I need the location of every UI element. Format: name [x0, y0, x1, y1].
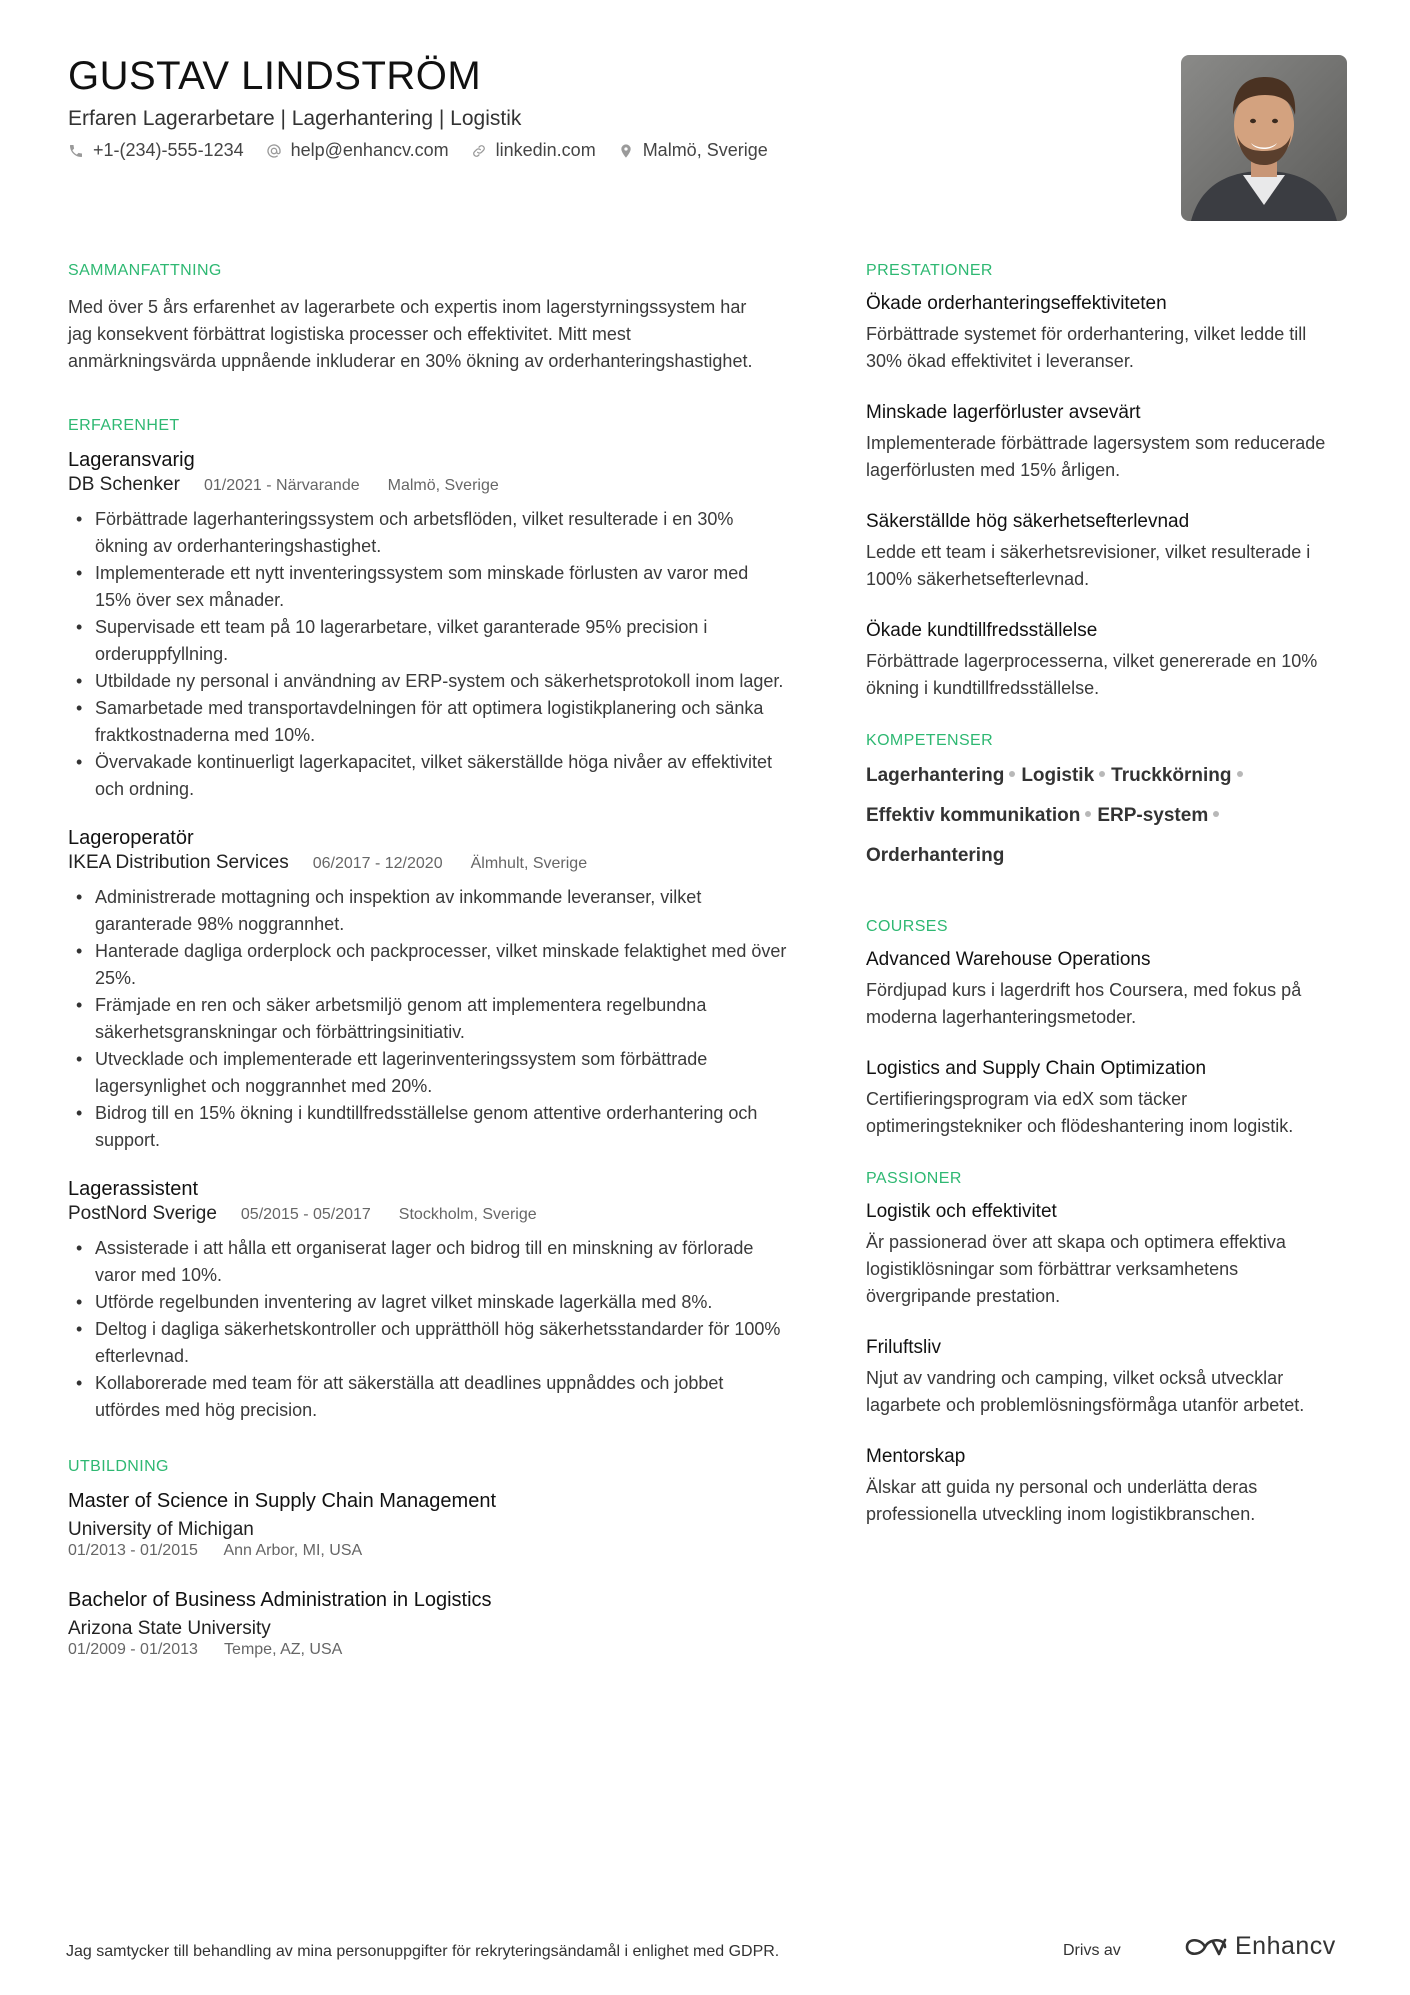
job-entry [68, 825, 788, 1154]
achievement-title: Ökade orderhanteringseffektiviteten [866, 293, 1167, 314]
edu-degree: Bachelor of Business Administration in Logistics [68, 1589, 492, 1611]
at-icon [266, 143, 282, 159]
achievement-desc: Implementerade förbättrade lagersystem som reducerade lagerförlusten med 15% årligen. [866, 433, 1326, 480]
section-title-experience: ERFARENHET [68, 417, 180, 434]
edu-dates: 01/2009 - 01/2013 [68, 1641, 198, 1658]
job-entry [68, 447, 788, 803]
passion-title: Logistik och effektivitet [866, 1201, 1057, 1222]
skill-tag: Orderhantering [866, 845, 1005, 866]
section-title-courses: COURSES [866, 918, 948, 935]
course-title: Logistics and Supply Chain Optimization [866, 1058, 1207, 1079]
job-title: Lageroperatör [68, 827, 194, 849]
job-location: Stockholm, Sverige [398, 1206, 537, 1223]
bullet-item: • Supervisade ett team på 10 lagerarbetare, vilket garanterade 95% precision i orderuppfyllning. [68, 614, 788, 668]
bullet-item: • Administrerade mottagning och inspektion av inkommande leveranser, vilket garanterade 98% noggrannhet. [68, 884, 788, 938]
skill-separator-dot [1213, 811, 1219, 817]
edu-degree: Master of Science in Supply Chain Management [68, 1490, 497, 1512]
summary-section [68, 262, 788, 375]
achievement-item [866, 508, 1346, 593]
skill-tag: Effektiv kommunikation [866, 805, 1081, 826]
skill-separator-dot [1085, 811, 1091, 817]
achievement-item [866, 399, 1346, 484]
edu-dates: 01/2013 - 01/2015 [68, 1542, 198, 1559]
courses-section [866, 918, 1346, 1140]
bullet-item: • Utvecklade och implementerade ett lagerinventeringssystem som förbättrade lagersynlighet och noggrannhet med 20%. [68, 1046, 788, 1100]
skill-separator-dot [1009, 771, 1015, 777]
job-bullets [68, 884, 788, 1154]
bullet-item: • Hanterade dagliga orderplock och packprocesser, vilket minskade felaktighet med över 25%. [68, 938, 788, 992]
passion-item [866, 1198, 1346, 1310]
skills-list [866, 756, 1346, 876]
course-item [866, 946, 1346, 1031]
profile-photo [1181, 55, 1347, 221]
achievement-desc: Ledde ett team i säkerhetsrevisioner, vilket resulterade i 100% säkerhetsefterlevnad. [866, 542, 1311, 589]
job-location: Älmhult, Sverige [470, 855, 588, 872]
course-title: Advanced Warehouse Operations [866, 949, 1151, 970]
phone-text: +1-(234)-555-1234 [93, 140, 244, 160]
skill-tag: ERP-system [1097, 805, 1209, 826]
achievement-item [866, 617, 1346, 702]
edu-meta [68, 1541, 788, 1561]
left-column [68, 262, 788, 1684]
job-dates: 05/2015 - 05/2017 [240, 1206, 371, 1223]
passion-title: Friluftsliv [866, 1337, 941, 1358]
achievement-item [866, 290, 1346, 375]
job-entry [68, 1176, 788, 1424]
achievements-section [866, 262, 1346, 702]
phone-icon [68, 143, 84, 159]
job-meta [68, 473, 788, 498]
contact-phone [68, 140, 244, 161]
section-title-skills: KOMPETENSER [866, 732, 994, 749]
job-title: Lageransvarig [68, 449, 195, 471]
skill-separator-dot [1237, 771, 1243, 777]
link-icon [471, 143, 487, 159]
location-text: Malmö, Sverige [642, 140, 768, 160]
skills-section [866, 732, 1346, 876]
bullet-item: • Utförde regelbunden inventering av lagret vilket minskade lagerkälla med 8%. [68, 1289, 788, 1316]
contact-linkedin[interactable] [471, 140, 596, 161]
summary-text: Med över 5 års erfarenhet av lagerarbete och expertis inom lagerstyrningssystem har jag konsekvent förbättrat logistiska processer och effektivitet. Mitt mest anmärkningsvärda uppnående inkluderar en 30% ökning av orderhanteringshastighet. [68, 297, 753, 371]
powered-by-text: Drivs av [1063, 1942, 1121, 1959]
education-entry [68, 1585, 788, 1660]
skill-separator-dot [1099, 771, 1105, 777]
edu-location: Ann Arbor, MI, USA [223, 1542, 363, 1559]
job-location: Malmö, Sverige [387, 477, 499, 494]
bullet-item: • Deltog i dagliga säkerhetskontroller och upprätthöll hög säkerhetsstandarder för 100% efterlevnad. [68, 1316, 788, 1370]
section-title-education: UTBILDNING [68, 1458, 169, 1475]
passion-item [866, 1334, 1346, 1419]
achievement-title: Säkerställde hög säkerhetsefterlevnad [866, 511, 1190, 532]
passions-section [866, 1170, 1346, 1528]
candidate-headline: Erfaren Lagerarbetare | Lagerhantering | Logistik [68, 107, 522, 130]
skill-tag: Logistik [1021, 765, 1095, 786]
skill-tag: Lagerhantering [866, 765, 1005, 786]
job-meta [68, 851, 788, 876]
candidate-name: GUSTAV LINDSTRÖM [68, 54, 482, 98]
skill-tag: Truckkörning [1111, 765, 1232, 786]
job-company: PostNord Sverige [68, 1203, 217, 1224]
section-title-passions: PASSIONER [866, 1170, 962, 1187]
achievement-desc: Förbättrade lagerprocesserna, vilket genererade en 10% ökning i kundtillfredsställelse. [866, 651, 1318, 698]
edu-location: Tempe, AZ, USA [224, 1641, 343, 1658]
achievement-title: Minskade lagerförluster avsevärt [866, 402, 1141, 423]
contact-bar [68, 140, 790, 161]
enhancv-brand-text: Enhancv [1235, 1932, 1336, 1960]
edu-meta [68, 1640, 788, 1660]
course-desc: Fördjupad kurs i lagerdrift hos Coursera, med fokus på moderna lagerhanteringsmetoder. [866, 980, 1302, 1027]
section-title-summary: SAMMANFATTNING [68, 262, 222, 279]
bullet-item: • Implementerade ett nytt inventeringssystem som minskade förlusten av varor med 15% över sex månader. [68, 560, 788, 614]
bullet-item: • Utbildade ny personal i användning av ERP-system och säkerhetsprotokoll inom lager. [68, 668, 788, 695]
job-dates: 01/2021 - Närvarande [203, 477, 360, 494]
experience-section [68, 417, 788, 1424]
linkedin-text[interactable]: linkedin.com [495, 140, 596, 160]
passion-item [866, 1443, 1346, 1528]
section-title-achievements: PRESTATIONER [866, 262, 993, 279]
right-column [866, 262, 1346, 1552]
enhancv-logo[interactable] [1183, 1932, 1336, 1961]
education-entry [68, 1486, 788, 1561]
education-section [68, 1458, 788, 1660]
achievement-title: Ökade kundtillfredsställelse [866, 620, 1098, 641]
course-desc: Certifieringsprogram via edX som täcker optimeringstekniker och flödeshantering inom logistik. [866, 1089, 1294, 1136]
contact-location [618, 140, 768, 161]
bullet-item: • Främjade en ren och säker arbetsmiljö genom att implementera regelbundna säkerhetsgranskningar och förbättringsinitiativ. [68, 992, 788, 1046]
achievement-desc: Förbättrade systemet för orderhantering, vilket ledde till 30% ökad effektivitet i leveranser. [866, 324, 1307, 371]
job-company: IKEA Distribution Services [68, 852, 289, 873]
job-bullets [68, 1235, 788, 1424]
job-title: Lagerassistent [68, 1178, 199, 1200]
edu-school: Arizona State University [68, 1618, 271, 1639]
course-item [866, 1055, 1346, 1140]
bullet-item: • Assisterade i att hålla ett organiserat lager och bidrog till en minskning av förlorade varor med 10%. [68, 1235, 788, 1289]
location-pin-icon [618, 143, 634, 159]
job-dates: 06/2017 - 12/2020 [312, 855, 443, 872]
job-meta [68, 1202, 788, 1227]
contact-email[interactable] [266, 140, 449, 161]
bullet-item: • Kollaborerade med team för att säkerställa att deadlines uppnåddes och jobbet utfördes med hög precision. [68, 1370, 788, 1424]
email-text[interactable]: help@enhancv.com [290, 140, 449, 160]
bullet-item: • Bidrog till en 15% ökning i kundtillfredsställelse genom attentive orderhantering och support. [68, 1100, 788, 1154]
passion-title: Mentorskap [866, 1446, 966, 1467]
gdpr-consent-text: Jag samtycker till behandling av mina personuppgifter för rekryteringsändamål i enlighet med GDPR. [66, 1943, 780, 1960]
job-company: DB Schenker [68, 474, 180, 495]
enhancv-logo-icon [1183, 1934, 1229, 1960]
bullet-item: • Samarbetade med transportavdelningen för att optimera logistikplanering och sänka fraktkostnaderna med 10%. [68, 695, 788, 749]
passion-desc: Njut av vandring och camping, vilket också utvecklar lagarbete och problemlösningsförmåga utanför arbetet. [866, 1368, 1305, 1415]
bullet-item: • Övervakade kontinuerligt lagerkapacitet, vilket säkerställde höga nivåer av effektivitet och ordning. [68, 749, 788, 803]
bullet-item: • Förbättrade lagerhanteringssystem och arbetsflöden, vilket resulterade i en 30% ökning av orderhanteringshastighet. [68, 506, 788, 560]
passion-desc: Är passionerad över att skapa och optimera effektiva logistiklösningar som förbättrar verksamhetens övergripande prestation. [866, 1232, 1286, 1306]
edu-school: University of Michigan [68, 1519, 254, 1540]
job-bullets [68, 506, 788, 803]
passion-desc: Älskar att guida ny personal och underlätta deras professionella utveckling inom logistikbranschen. [866, 1477, 1258, 1524]
